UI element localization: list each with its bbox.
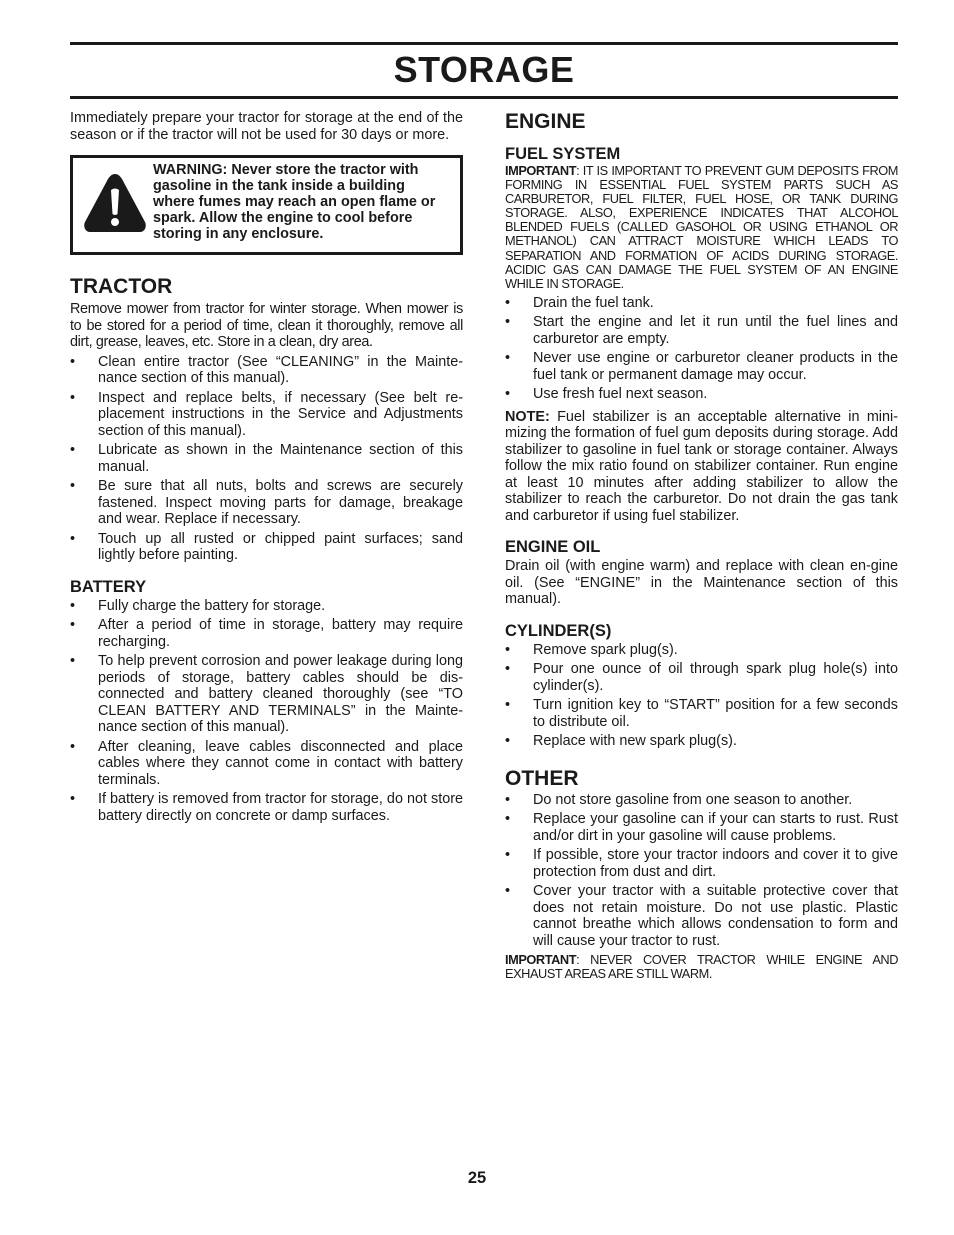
list-item: • After a period of time in storage, battery may require recharging. (70, 617, 463, 650)
intro-paragraph: Immediately prepare your tractor for storage at the end of the season or if the tractor will not be used for 30 days or more. (70, 110, 463, 143)
tractor-heading: TRACTOR (70, 275, 173, 298)
fuel-system-heading: FUEL SYSTEM (505, 145, 621, 163)
list-item: • Replace with new spark plug(s). (505, 733, 737, 750)
list-item: • If battery is removed from tractor for storage, do not store battery directly on concrete or damp surfaces. (70, 791, 463, 824)
important-label: IMPORTANT (505, 163, 577, 178)
list-item: • To help prevent corrosion and power leakage during long periods of storage, battery cables should be dis-connected and battery cleaned thoroughly (see “TO CLEAN BATTERY AND TERMINALS” in the Mainte-nance section of this manual). (70, 653, 463, 735)
other-important: IMPORTANT: NEVER COVER TRACTOR WHILE ENGINE AND EXHAUST AREAS ARE STILL WARM. (505, 952, 898, 982)
list-item: • Cover your tractor with a suitable protective cover that does not retain moisture. Do not use plastic. Plastic cannot breathe which allows condensation to form and will cause your tractor to rust. (505, 883, 898, 949)
list-item: • Fully charge the battery for storage. (70, 597, 326, 614)
list-item: • Inspect and replace belts, if necessary (See belt re-placement instructions in the Service and Adjustments section of this manual). (70, 389, 463, 439)
title-bottom-rule (70, 96, 898, 99)
page-number: 25 (467, 1169, 487, 1187)
other-heading: OTHER (505, 766, 579, 790)
important-label: IMPORTANT (505, 952, 577, 968)
fuel-system-important: IMPORTANT: IT IS IMPORTANT TO PREVENT GUM DEPOSITS FROM FORMING IN ESSENTIAL FUEL SYSTEM PARTS SUCH AS CARBURETOR, FUEL FILTER, FUEL HOSE, OR TANK DURING STORAGE. ALSO, EXPERIENCE INDICATES THAT ALCOHOL BLENDED FUELS (CALLED GASOHOL OR USING ETHANOL OR METHANOL) CAN ATTRACT MOISTURE WHICH LEADS TO SEPARATION AND FORMATION OF ACIDS DURING STORAGE. ACIDIC GAS CAN DAMAGE THE FUEL SYSTEM OF AN ENGINE WHILE IN STORAGE. (505, 163, 898, 291)
left-column (70, 110, 463, 827)
top-rule (70, 42, 898, 45)
list-item: • If possible, store your tractor indoors and cover it to give protection from dust and dirt. (505, 847, 898, 880)
exclamation-triangle-icon (82, 170, 148, 236)
list-item: • Turn ignition key to “START” position for a few seconds to distribute oil. (505, 697, 898, 730)
tractor-list (70, 354, 463, 564)
engine-oil-text: Drain oil (with engine warm) and replace with clean en-gine oil. (See “ENGINE” in the Maintenance section of this manual). (505, 558, 898, 608)
note-label: NOTE: (505, 408, 550, 425)
cylinders-heading: CYLINDER(S) (505, 621, 612, 640)
right-column (505, 110, 898, 982)
list-item: • Clean entire tractor (See “CLEANING” in the Mainte-nance section of this manual). (70, 353, 463, 386)
list-item: • Do not store gasoline from one season to another. (505, 791, 853, 808)
fuel-system-list (505, 295, 898, 403)
fuel-stabilizer-note: NOTE: Fuel stabilizer is an acceptable alternative in mini-mizing the formation of fuel gum deposits during storage. Add stabilizer to gasoline in fuel tank or storage container. Always follow the mix ratio found on stabilizer container. Run engine at least 10 minutes after adding stabilizer to allow the stabilizer to reach the carburetor. Do not drain the gas tank and carburetor if using fuel stabilizer. (505, 408, 898, 524)
other-list (505, 792, 898, 950)
tractor-intro: Remove mower from tractor for winter storage. When mower is to be stored for a period of time, clean it thoroughly, remove all dirt, grease, leaves, etc. Store in a clean, dry area. (70, 301, 463, 350)
page-title: STORAGE (393, 49, 575, 90)
battery-list (70, 598, 463, 825)
list-item: • Pour one ounce of oil through spark plug hole(s) into cylinder(s). (505, 661, 898, 694)
list-item: • Be sure that all nuts, bolts and screws are securely fastened. Inspect moving parts for damage, breakage and wear. Replace if necessary. (70, 478, 463, 527)
list-item: • Use fresh fuel next season. (505, 386, 708, 403)
list-item: • Remove spark plug(s). (505, 641, 678, 658)
battery-heading: BATTERY (70, 577, 147, 596)
engine-heading: ENGINE (505, 110, 586, 133)
list-item: • Replace your gasoline can if your can starts to rust. Rust and/or dirt in your gasoline will cause problems. (505, 811, 898, 844)
list-item: • Never use engine or carburetor cleaner products in the fuel tank or permanent damage may occur. (505, 350, 898, 383)
cylinders-list (505, 642, 898, 750)
engine-oil-heading: ENGINE OIL (505, 538, 601, 557)
list-item: • After cleaning, leave cables disconnected and place cables where they cannot come in contact with battery terminals. (70, 738, 463, 788)
warning-text: WARNING: Never store the tractor with gasoline in the tank inside a building where fumes may reach an open flame or spark. Allow the engine to cool before storing in any enclosure. (153, 162, 436, 242)
warning-box (70, 155, 463, 255)
list-item: • Lubricate as shown in the Maintenance section of this manual. (70, 442, 463, 475)
list-item: • Touch up all rusted or chipped paint surfaces; sand lightly before painting. (70, 530, 463, 563)
list-item: • Start the engine and let it run until the fuel lines and carburetor are empty. (505, 314, 898, 347)
list-item: • Drain the fuel tank. (505, 294, 654, 311)
